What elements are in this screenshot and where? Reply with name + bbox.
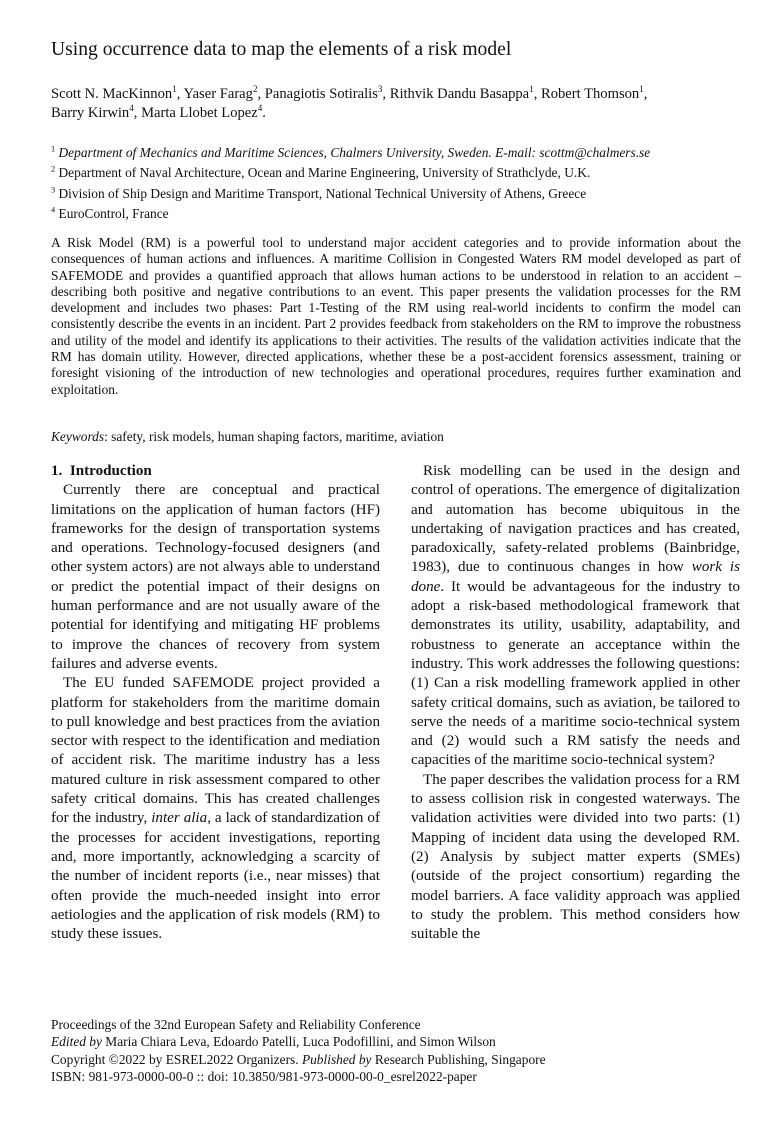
footer-line: Proceedings of the 32nd European Safety and Reliability Conference xyxy=(51,1017,421,1032)
author: Robert Thomson$^1$, xyxy=(540,84,648,102)
keywords xyxy=(51,428,741,446)
keywords-text: : safety, risk models, human shaping factors, maritime, aviation xyxy=(104,429,444,444)
affiliation: $^4$ EuroControl, France xyxy=(51,205,169,222)
right-column xyxy=(411,462,740,944)
section-heading: 1. Introduction xyxy=(51,463,152,479)
paragraph: The EU funded SAFEMODE project provided a platform for stakeholders from the maritime domain to pull knowledge and best practices from the aviation sector with respect to the identification and mediation of accident risk. The maritime industry has a less matured culture in risk assessment compared to other safety critical domains. This has created challenges for the industry, inter alia, a lack of standardization of the processes for accident investigations, reporting and, more importantly, acknowledging a scarcity of the number of incident reports (i.e., near misses) that often provide the much-needed insight into error aetiologies and the application of risk models (RM) to study these issues. xyxy=(51,675,380,943)
proceedings-footer xyxy=(51,1016,751,1085)
left-column xyxy=(51,462,380,944)
paragraph: Risk modelling can be used in the design and control of operations. The emergence of digitalization and automation has become ubiquitous in the undertaking of navigation practices and has created, paradoxically, safety-related problems (Bainbridge, 1983), due to continuous changes in how work is done. It would be advantageous for the industry to adopt a risk-based methodological framework that demonstrates its utility, usability, adaptability, and robustness to generate an acceptance within the industry. This work addresses the following questions: (1) Can a risk modelling framework applied in other safety critical domains, such as aviation, be tailored to serve the needs of a maritime socio-technical system and (2) would such a RM satisfy the needs and capacities of the maritime socio-technical system? xyxy=(411,463,740,769)
abstract: A Risk Model (RM) is a powerful tool to understand major accident categories and to provide information about the consequences of human actions and influences. A maritime Collision in Congested Waters RM model developed as part of SAFEMODE and provides a quantified approach that allows human actions to be understood in relation to an accident – describing both positive and negative contributions to an event. This paper presents the validation processes for the RM development and includes two phases: Part 1-Testing of the RM using real-world incidents to confirm the model can consistently describe the events in an incident. Part 2 provides feedback from stakeholders on the RM to improve the robustness and utility of the model and identify its applications to their activities. The results of the validation activities indicate that the RM has domain utility. However, directed applications, whether these be a post-accident forensics assessment, training or foresight visioning of the introduction of new technologies and operational procedures, requires further examination and exploitation. xyxy=(51,235,741,397)
keywords-label: Keywords xyxy=(51,429,105,444)
author: Panagiotis Sotiralis$^3$, xyxy=(264,84,390,102)
author: Barry Kirwin$^4$, xyxy=(51,103,142,121)
footer-line: Copyright ©2022 by ESREL2022 Organizers. Published by Research Publishing, Singapore xyxy=(51,1051,546,1067)
affiliation: $^2$ Department of Naval Architecture, Ocean and Marine Engineering, University of Strathclyde, U.K. xyxy=(51,164,591,181)
affiliation: $^1$ Department of Mechanics and Maritime Sciences, Chalmers University, Sweden. E-mail: scottm@chalmers.se xyxy=(51,144,651,160)
author: Marta Llobet Lopez$^4$. xyxy=(141,103,266,121)
footer-line: ISBN: 981-973-0000-00-0 :: doi: 10.3850/981-973-0000-00-0_esrel2022-paper xyxy=(51,1068,477,1084)
paragraph: The paper describes the validation process for a RM to assess collision risk in congested waterways. The validation activities were divided into two parts: (1) Mapping of incident data using the developed RM. (2) Analysis by subject matter experts (SMEs) (outside of the project consortium) regarding the model barriers. A face validity approach was applied to study the problem. This method considers how suitable the xyxy=(411,771,740,943)
paper-title: Using occurrence data to map the elements of a risk model xyxy=(51,39,512,60)
author-list xyxy=(51,85,751,123)
affiliation-list xyxy=(51,143,751,225)
author: Yaser Farag$^2$, xyxy=(183,84,265,102)
author: Rithvik Dandu Basappa$^1$, xyxy=(389,84,541,102)
author: Scott N. MacKinnon$^1$, xyxy=(51,84,184,102)
paragraph: Currently there are conceptual and practical limitations on the application of human factors (HF) frameworks for the design of transportation systems and operations. Technology-focused designers (and other system actors) are not always able to understand or predict the potential impact of their designs on human performance and are not usually aware of the potential for identifying and mitigating HF problems to improve the chances of recovery from system failures and adverse events. xyxy=(51,482,380,672)
footer-line: Edited by Maria Chiara Leva, Edoardo Patelli, Luca Podofillini, and Simon Wilson xyxy=(51,1034,496,1050)
affiliation: $^3$ Division of Ship Design and Maritime Transport, National Technical University of Athens, Greece xyxy=(51,185,587,201)
